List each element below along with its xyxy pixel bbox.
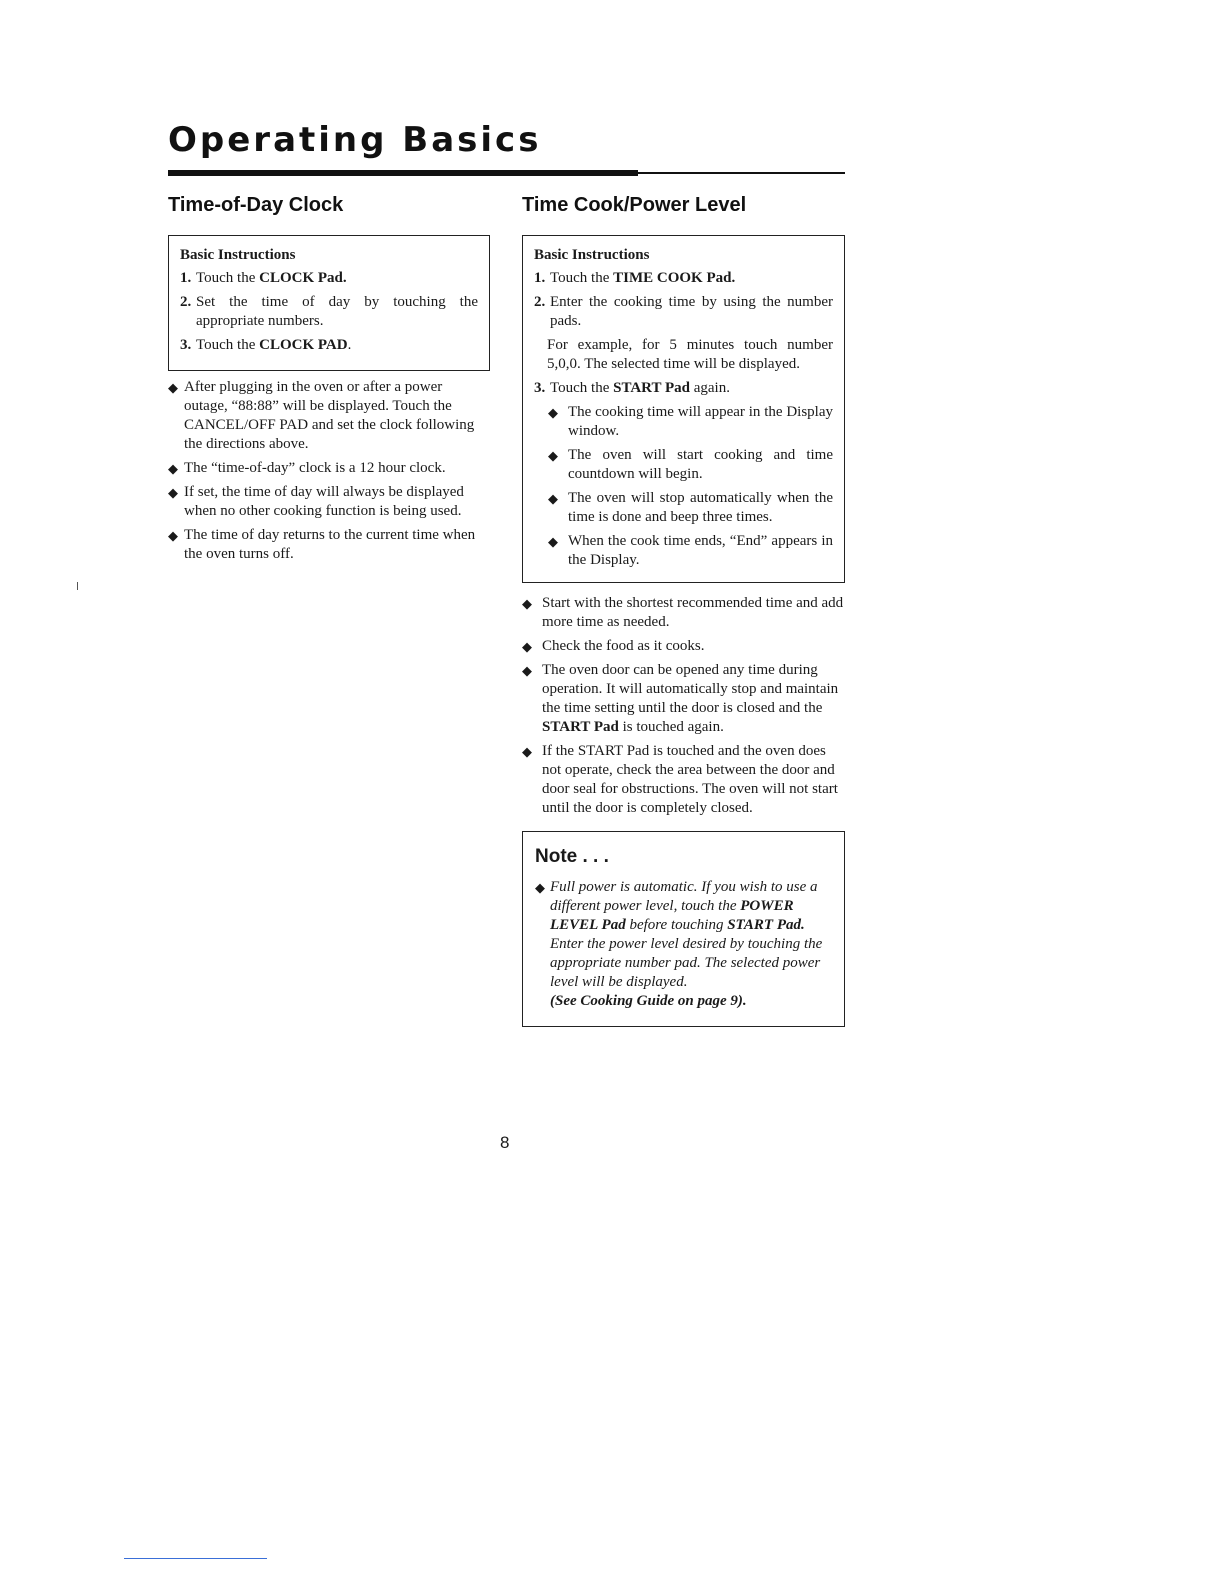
clock-notes-list xyxy=(168,378,486,569)
step-number: 2. xyxy=(534,294,546,310)
time-cook-instructions-box xyxy=(522,235,845,583)
note-body xyxy=(535,878,832,1011)
step-text: Touch the START Pad again. xyxy=(550,380,730,396)
diamond-bullet-icon: ◆ xyxy=(522,663,532,678)
margin-mark xyxy=(77,582,78,590)
diamond-bullet-icon: ◆ xyxy=(522,744,532,759)
diamond-bullet-icon: ◆ xyxy=(168,485,178,500)
list-item: ◆ The oven door can be opened any time during operation. It will automatically stop and maintain the time setting until the door is closed and the START Pad is touched again. xyxy=(522,662,839,735)
clock-instructions-box xyxy=(168,235,490,371)
page-title: Operating Basics xyxy=(168,120,542,160)
list-item: ◆ The oven will stop automatically when the time is done and beep three times. xyxy=(548,490,833,525)
instruction-step xyxy=(534,379,833,398)
time-of-day-clock-heading: Time-of-Day Clock xyxy=(168,194,344,216)
note-text: Full power is automatic. If you wish to use a different power level, touch the POWER LEVEL Pad before touching START Pad. Enter the power level desired by touching the appropriate number pad. The selected power level will be displayed. (See Cooking Guide on page 9). xyxy=(550,879,823,1009)
note-box xyxy=(522,831,845,1027)
step-text: Touch the CLOCK PAD. xyxy=(196,337,352,353)
bottom-link-underline xyxy=(124,1558,267,1559)
list-item: ◆ If the START Pad is touched and the oven does not operate, check the area between the door and door seal for obstructions. The oven will not start until the door is completely closed. xyxy=(522,743,838,816)
diamond-bullet-icon: ◆ xyxy=(548,534,558,549)
title-rule-thick xyxy=(168,170,638,176)
list-item: ◆ After plugging in the oven or after a power outage, “88:88” will be displayed. Touch the CANCEL/OFF PAD and set the clock following the directions above. xyxy=(168,379,475,452)
instruction-step xyxy=(180,269,478,288)
time-cook-power-level-heading: Time Cook/Power Level xyxy=(522,194,747,216)
diamond-bullet-icon: ◆ xyxy=(168,461,178,476)
box-title: Basic Instructions xyxy=(534,247,650,263)
diamond-bullet-icon: ◆ xyxy=(548,405,558,420)
box-title: Basic Instructions xyxy=(180,247,296,263)
diamond-bullet-icon: ◆ xyxy=(522,596,532,611)
cooking-guide-reference: (See Cooking Guide on page 9). xyxy=(550,993,747,1009)
list-item: ◆ The time of day returns to the current time when the oven turns off. xyxy=(168,527,476,562)
diamond-bullet-icon: ◆ xyxy=(548,448,558,463)
step-number: 1. xyxy=(534,270,546,286)
list-item: ◆ When the cook time ends, “End” appears in the Display. xyxy=(548,533,833,568)
list-item: ◆ Start with the shortest recommended time and add more time as needed. xyxy=(522,595,844,630)
diamond-bullet-icon: ◆ xyxy=(522,639,532,654)
example-text: For example, for 5 minutes touch number 5,0,0. The selected time will be displayed. xyxy=(547,337,833,372)
step-text: Enter the cooking time by using the number pads. xyxy=(550,294,833,329)
step-number: 2. xyxy=(180,294,192,310)
instruction-step xyxy=(180,293,478,331)
list-item: ◆ The oven will start cooking and time countdown will begin. xyxy=(548,447,833,482)
step-number: 3. xyxy=(180,337,192,353)
instruction-step xyxy=(534,269,833,288)
step-text: Touch the CLOCK Pad. xyxy=(196,270,347,286)
list-item: ◆ If set, the time of day will always be displayed when no other cooking function is being used. xyxy=(168,484,464,519)
step-text: Set the time of day by touching the appropriate numbers. xyxy=(196,294,478,329)
list-item: ◆ Check the food as it cooks. xyxy=(522,638,705,654)
diamond-bullet-icon: ◆ xyxy=(168,380,178,395)
list-item: ◆ The “time-of-day” clock is a 12 hour clock. xyxy=(168,460,446,476)
list-item: ◆ The cooking time will appear in the Display window. xyxy=(548,404,833,439)
step-number: 1. xyxy=(180,270,192,286)
step-text: Touch the TIME COOK Pad. xyxy=(550,270,736,286)
diamond-bullet-icon: ◆ xyxy=(548,491,558,506)
title-rule-thin xyxy=(638,172,845,174)
diamond-bullet-icon: ◆ xyxy=(535,880,545,895)
page-number: 8 xyxy=(500,1133,510,1152)
instruction-step xyxy=(534,293,833,331)
note-title: Note . . . xyxy=(535,846,609,867)
diamond-bullet-icon: ◆ xyxy=(168,528,178,543)
time-cook-notes-list xyxy=(522,594,847,823)
instruction-step xyxy=(180,336,478,355)
step-number: 3. xyxy=(534,380,546,396)
